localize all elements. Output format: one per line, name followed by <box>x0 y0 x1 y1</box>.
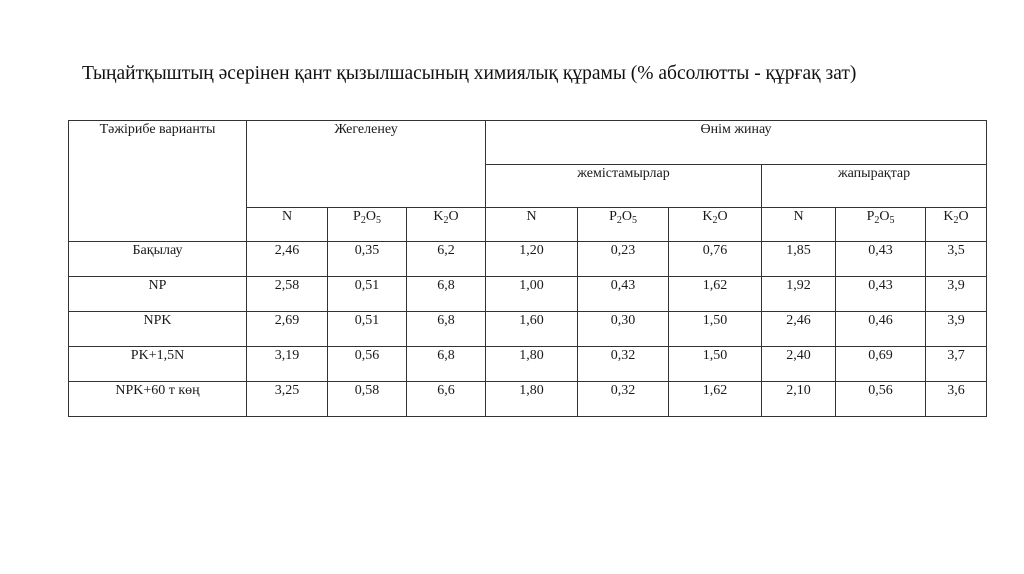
cell: 0,32 <box>578 347 669 382</box>
cell: 3,9 <box>926 312 987 347</box>
cell: 3,6 <box>926 382 987 417</box>
cell: 1,92 <box>762 277 836 312</box>
cell: 6,8 <box>407 277 486 312</box>
row-label: NPK+60 т көң <box>69 382 247 417</box>
cell: 1,62 <box>669 277 762 312</box>
cell: 0,51 <box>328 277 407 312</box>
param-header-n: N <box>247 208 328 242</box>
cell: 0,76 <box>669 242 762 277</box>
cell: 0,32 <box>578 382 669 417</box>
param-header-p2o5: $P_2O_5$ <box>578 208 669 242</box>
row-label: NPK <box>69 312 247 347</box>
chemical-composition-table <box>68 120 987 417</box>
cell: 0,51 <box>328 312 407 347</box>
cell: 0,69 <box>836 347 926 382</box>
cell: 0,56 <box>836 382 926 417</box>
cell: 1,20 <box>486 242 578 277</box>
table-row <box>69 382 987 417</box>
table-row <box>69 347 987 382</box>
cell: 0,58 <box>328 382 407 417</box>
cell: 3,25 <box>247 382 328 417</box>
cell: 1,62 <box>669 382 762 417</box>
param-header-n: N <box>762 208 836 242</box>
cell: 6,8 <box>407 312 486 347</box>
group-header-onim-zhinau: Өнім жинау <box>486 121 987 165</box>
param-header-p2o5: $P_2O_5$ <box>328 208 407 242</box>
cell: 2,69 <box>247 312 328 347</box>
table-row <box>69 277 987 312</box>
cell: 2,46 <box>247 242 328 277</box>
cell: 2,46 <box>762 312 836 347</box>
cell: 1,00 <box>486 277 578 312</box>
cell: 1,85 <box>762 242 836 277</box>
group-header-zhegelenu: Жегеленеу <box>247 121 486 208</box>
cell: 0,43 <box>578 277 669 312</box>
cell: 3,7 <box>926 347 987 382</box>
cell: 0,46 <box>836 312 926 347</box>
cell: 3,5 <box>926 242 987 277</box>
subgroup-header-zhemistamyrlar: жемістамырлар <box>486 165 762 208</box>
cell: 2,10 <box>762 382 836 417</box>
param-header-k2o: $K_2O$ <box>407 208 486 242</box>
cell: 0,23 <box>578 242 669 277</box>
table-row <box>69 312 987 347</box>
cell: 6,2 <box>407 242 486 277</box>
cell: 2,58 <box>247 277 328 312</box>
cell: 1,50 <box>669 347 762 382</box>
row-label: PK+1,5N <box>69 347 247 382</box>
cell: 1,80 <box>486 382 578 417</box>
cell: 0,43 <box>836 242 926 277</box>
param-header-k2o: $K_2O$ <box>669 208 762 242</box>
cell: 6,8 <box>407 347 486 382</box>
row-label: Бақылау <box>69 242 247 277</box>
row-label: NP <box>69 277 247 312</box>
cell: 6,6 <box>407 382 486 417</box>
param-header-n: N <box>486 208 578 242</box>
subgroup-header-zhapyraktar: жапырақтар <box>762 165 987 208</box>
cell: 0,43 <box>836 277 926 312</box>
table-row <box>69 242 987 277</box>
cell: 1,50 <box>669 312 762 347</box>
cell: 3,19 <box>247 347 328 382</box>
cell: 0,30 <box>578 312 669 347</box>
param-header-k2o: $K_2O$ <box>926 208 987 242</box>
cell: 2,40 <box>762 347 836 382</box>
cell: 1,60 <box>486 312 578 347</box>
cell: 3,9 <box>926 277 987 312</box>
variant-column-header: Тәжірибе варианты <box>69 121 247 242</box>
cell: 1,80 <box>486 347 578 382</box>
param-header-p2o5: $P_2O_5$ <box>836 208 926 242</box>
cell: 0,35 <box>328 242 407 277</box>
slide-title: Тыңайтқыштың әсерінен қант қызылшасының химиялық құрамы (% абсолютты - құрғақ зат) <box>82 63 857 84</box>
cell: 0,56 <box>328 347 407 382</box>
